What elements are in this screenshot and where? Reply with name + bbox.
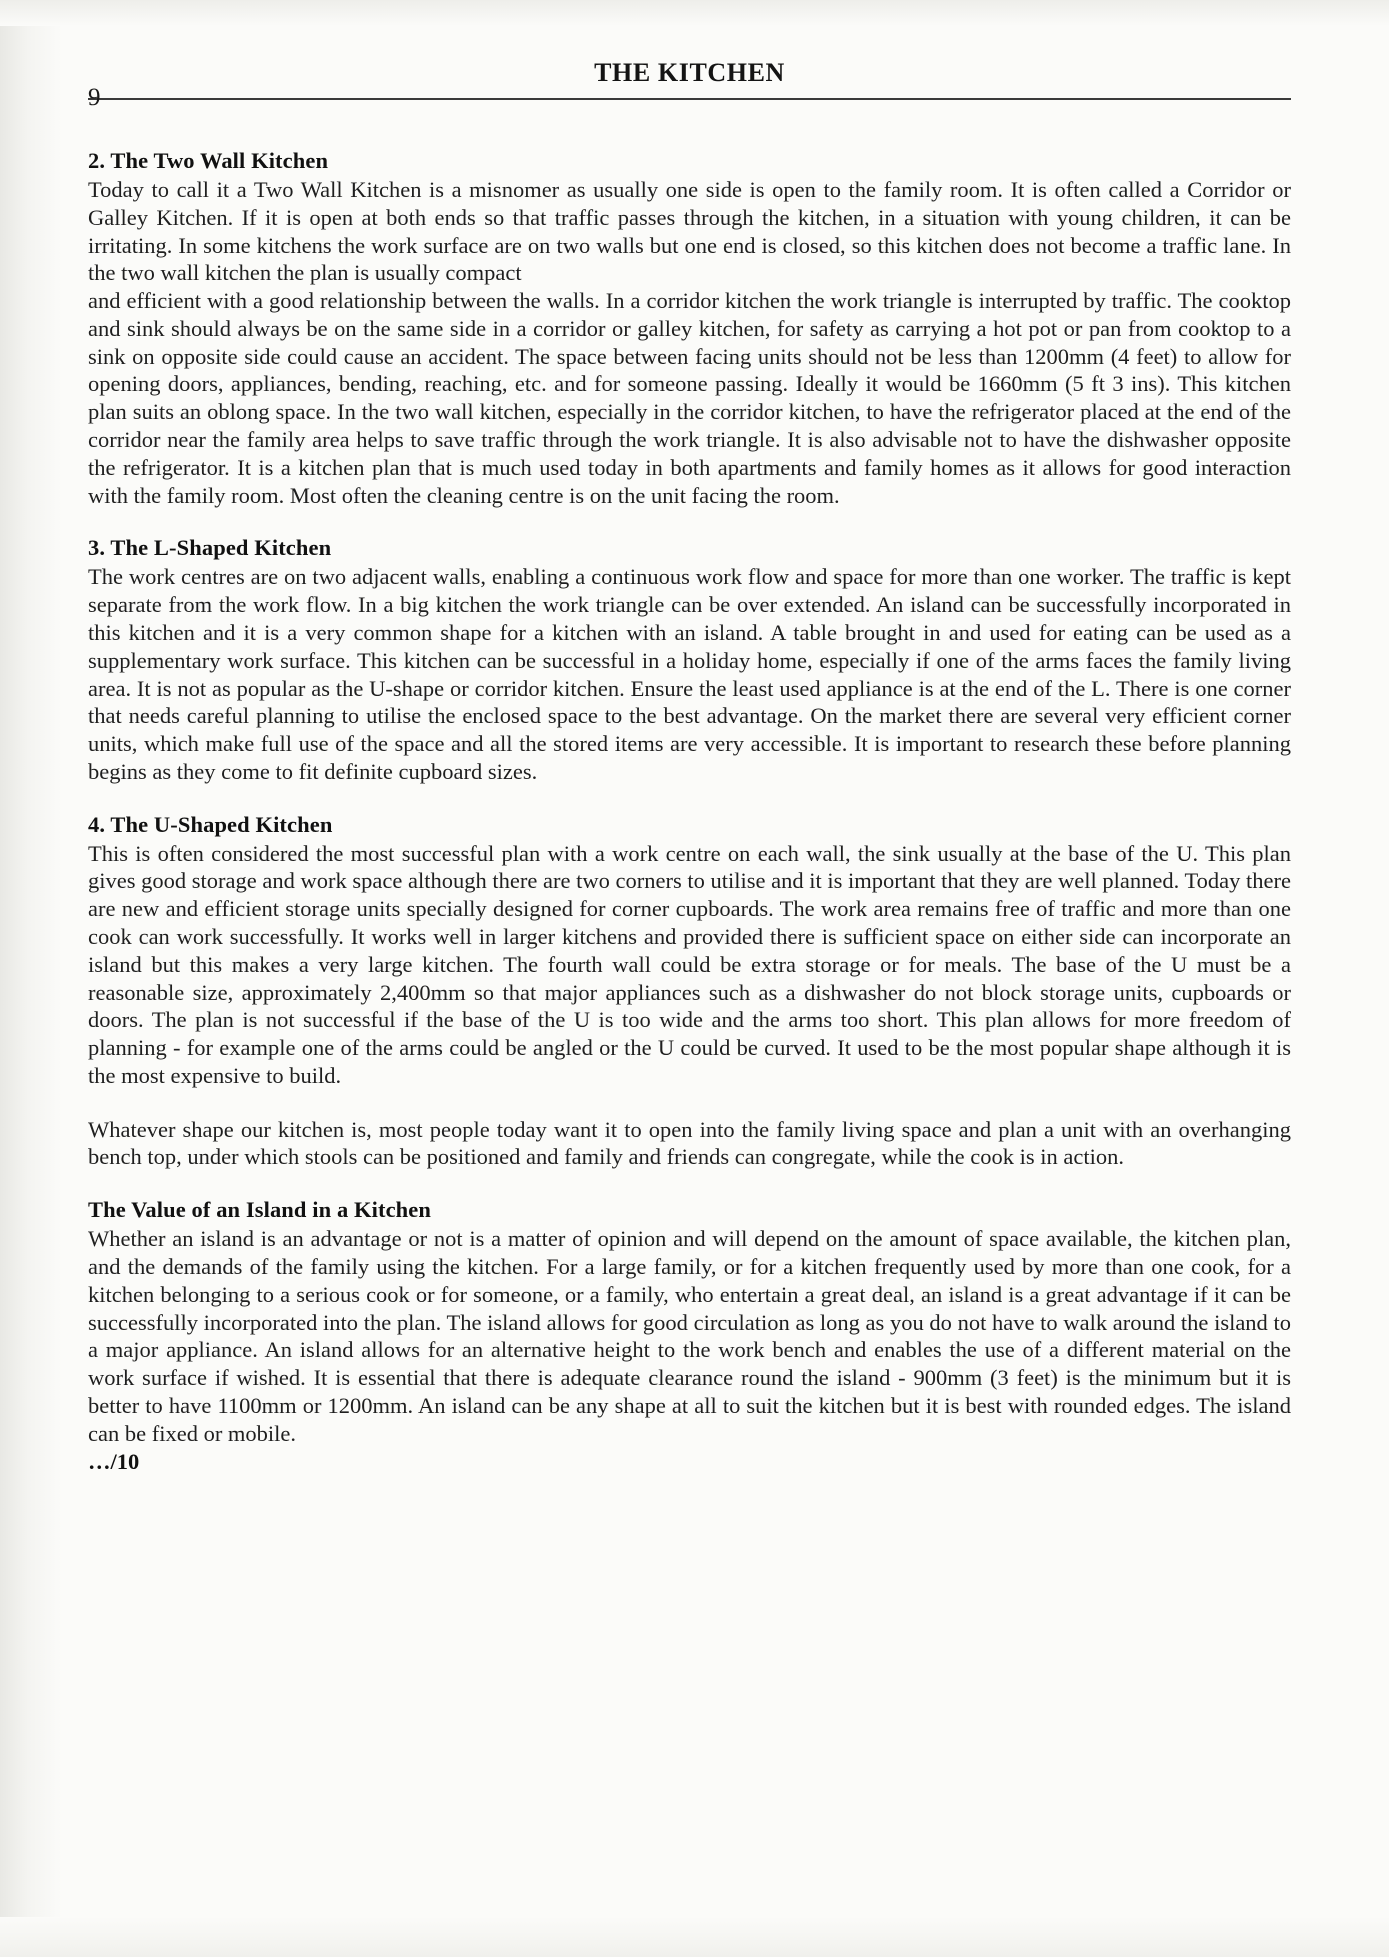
section-paragraph: Whatever shape our kitchen is, most people today want it to open into the family living space and plan a unit with an overhanging bench top, under which stools can be positioned and family and friends can congregate, while the cook is in action. xyxy=(88,1116,1291,1170)
page-title: THE KITCHEN xyxy=(594,58,785,87)
section-paragraph: The work centres are on two adjacent walls, enabling a continuous work flow and space for more than one worker. The traffic is kept separate from the work flow. In a big kitchen the work triangle can be over extended. An island can be successfully incorporated in this kitchen and it is a very common shape for a kitchen with an island. A table brought in and used for eating can be used as a supplementary work surface. This kitchen can be successful in a holiday home, especially if one of the arms faces the family living area. It is not as popular as the U-shape or corridor kitchen. Ensure the least used appliance is at the end of the L. There is one corner that needs careful planning to utilise the enclosed space to the best advantage. On the market there are several very efficient corner units, which make full use of the space and all the stored items are very accessible. It is important to research these before planning begins as they come to fit definite cupboard sizes. xyxy=(88,564,1291,784)
section-heading: The Value of an Island in a Kitchen xyxy=(88,1197,431,1223)
section-paragraph: and efficient with a good relationship between the walls. In a corridor kitchen the work triangle is interrupted by traffic. The cooktop and sink should always be on the same side in a corridor or galley kitchen, for safety as carrying a hot pot or pan from cooktop to a sink on opposite side could cause an accident. The space between facing units should not be less than 1200mm (4 feet) to allow for opening doors, appliances, bending, reaching, etc. and for someone passing. Ideally it would be 1660mm (5 ft 3 ins). This kitchen plan suits an oblong space. In the two wall kitchen, especially in the corridor kitchen, to have the refrigerator placed at the end of the corridor near the family area helps to save traffic through the work triangle. It is also advisable not to have the dishwasher opposite the refrigerator. It is a kitchen plan that is much used today in both apartments and family homes as it allows for good interaction with the family room. Most often the cleaning centre is on the unit facing the room. xyxy=(88,288,1291,508)
section-u-shaped-kitchen xyxy=(88,812,1291,1172)
page-number: 9 xyxy=(88,84,101,111)
section-paragraph: Whether an island is an advantage or not is a matter of opinion and will depend on the amount of space available, the kitchen plan, and the demands of the family using the kitchen. For a large family, or for a kitchen frequently used by more than one cook, for a kitchen belonging to a serious cook or for someone, or a family, who entertain a great deal, an island is a great advantage if it can be successfully incorporated into the plan. The island allows for good circulation as long as you do not have to walk around the island to a major appliance. An island allows for an alternative height to the work bench and enables the use of a different material on the work surface if wished. It is essential that there is adequate clearance round the island - 900mm (3 feet) is the minimum but it is better to have 1100mm or 1200mm. An island can be any shape at all to suit the kitchen but it is best with rounded edges. The island can be fixed or mobile. xyxy=(88,1226,1291,1446)
page-header xyxy=(88,48,1291,126)
section-heading: 4. The U-Shaped Kitchen xyxy=(88,811,333,837)
scan-edge-shadow-bottom xyxy=(0,1917,1389,1957)
section-paragraph: This is often considered the most successful plan with a work centre on each wall, the sink usually at the base of the U. This plan gives good storage and work space although there are two corners to utilise and it is important that they are well planned. Today there are new and efficient storage units specially designed for corner cupboards. The work area remains free of traffic and more than one cook can work successfully. It works well in larger kitchens and provided there is sufficient space on either side can incorporate an island but this makes a very large kitchen. The fourth wall could be extra storage or for meals. The base of the U must be a reasonable size, approximately 2,400mm so that major appliances such as a dishwasher do not block storage units, cupboards or doors. The plan is not successful if the base of the U is too wide and the arms too short. This plan allows for more freedom of planning - for example one of the arms could be angled or the U could be curved. It used to be the most popular shape although it is the most expensive to build. xyxy=(88,840,1291,1088)
section-heading: 2. The Two Wall Kitchen xyxy=(88,148,329,173)
header-divider xyxy=(88,98,1291,100)
section-heading: 3. The L-Shaped Kitchen xyxy=(88,535,332,561)
continuation-marker: …/10 xyxy=(88,1449,140,1475)
section-value-of-an-island xyxy=(88,1197,1291,1447)
section-l-shaped-kitchen xyxy=(88,535,1291,785)
section-two-wall-kitchen xyxy=(88,148,1291,509)
section-paragraph: Today to call it a Two Wall Kitchen is a misnomer as usually one side is open to the family room. It is often called a Corridor or Galley Kitchen. If it is open at both ends so that traffic passes through the kitchen, in a situation with young children, it can be irritating. In some kitchens the work surface are on two walls but one end is closed, so this kitchen does not become a traffic lane. In the two wall kitchen the plan is usually compact xyxy=(88,177,1291,286)
